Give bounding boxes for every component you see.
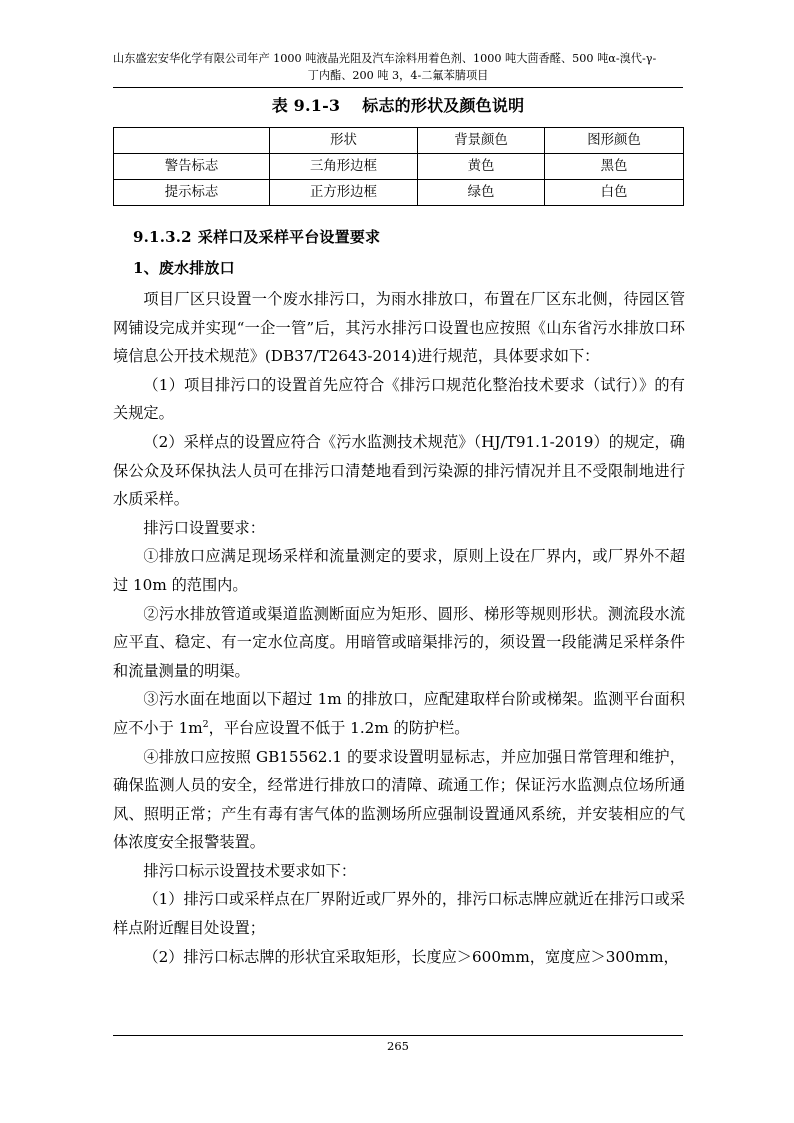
paragraph-7	[113, 685, 685, 742]
table-row	[114, 180, 684, 206]
table-cell-shape: 正方形边框	[270, 180, 418, 206]
header-line-1: 山东盛宏安华化学有限公司年产 1000 吨液晶光阻及汽车涂料用着色剂、1000 吨大茴香醛、500 吨α-溴代-γ-	[113, 52, 657, 65]
section-heading-title: 采样口及采样平台设置要求	[197, 228, 381, 246]
sign-specification-table	[113, 127, 684, 206]
table-caption	[113, 93, 683, 116]
table-caption-title: 标志的形状及颜色说明	[362, 96, 525, 115]
paragraph-5: ①排放口应满足现场采样和流量测定的要求，原则上设在厂界内，或厂界外不超过 10m 的范围内。	[113, 547, 685, 594]
paragraph-4: 排污口设置要求：	[143, 518, 265, 537]
paragraph-7-superscript: 2	[202, 718, 209, 730]
table-caption-number: 表 9.1-3	[271, 96, 341, 115]
paragraph-11: （2）排污口标志牌的形状宜采取矩形，长度应＞600mm，宽度应＞300mm，	[143, 947, 679, 966]
paragraph-7-part-2: ，平台应设置不低于 1.2m 的防护栏。	[208, 718, 470, 737]
table-cell-background-color: 绿色	[418, 180, 545, 206]
table-header-cell-shape: 形状	[270, 128, 418, 154]
table-cell-background-color: 黄色	[418, 154, 545, 180]
section-heading	[113, 222, 685, 252]
paragraph-10: （1）排污口或采样点在厂界附近或厂界外的，排污口标志牌应就近在排污口或采样点附近醒目处设置；	[113, 890, 685, 938]
paragraph-3: （2）采样点的设置应符合《污水监测技术规范》（HJ/T91.1-2019）的规定，确保公众及环保执法人员可在排污口清楚地看到污染源的排污情况并且不受限制地进行水质采样。	[113, 432, 685, 509]
table-cell-sign-type: 警告标志	[114, 154, 270, 180]
paragraph-6: ②污水排放管道或渠道监测断面应为矩形、圆形、梯形等规则形状。测流段水流应平直、稳定、有一定水位高度。用暗管或暗渠排污的，须设置一段能满足采样条件和流量测量的明渠。	[113, 604, 685, 680]
table-cell-shape: 三角形边框	[270, 154, 418, 180]
paragraph-2: （1）项目排污口的设置首先应符合《排污口规范化整治技术要求（试行）》的有关规定。	[113, 375, 685, 423]
running-header	[113, 50, 683, 84]
header-divider-rule	[113, 87, 683, 88]
paragraph-7-part-1: ③污水面在地面以下超过 1m 的排放口，应配建取样台阶或梯架。监测平台面积应不小于 1m	[113, 690, 685, 737]
subsection-heading: 1、废水排放口	[133, 259, 235, 277]
table-header-cell-graphic-color: 图形颜色	[545, 128, 684, 154]
footer-divider-rule	[113, 1035, 683, 1036]
table-row	[114, 154, 684, 180]
section-heading-number: 9.1.3.2	[133, 228, 192, 246]
document-body	[113, 222, 685, 971]
paragraph-8: ④排放口应按照 GB15562.1 的要求设置明显标志，并应加强日常管理和维护，确保监测人员的安全，经常进行排放口的清障、疏通工作；保证污水监测点位场所通风、照明正常；产生有毒有害气体的监测场所应强制设置通风系统，并安装相应的气体浓度安全报警装置。	[113, 747, 685, 852]
table-cell-sign-type: 提示标志	[114, 180, 270, 206]
header-line-2: 丁内酯、200 吨 3，4-二氟苯腈项目	[307, 69, 489, 82]
table-cell-graphic-color: 黑色	[545, 154, 684, 180]
table-header-cell-blank	[114, 128, 270, 154]
page-number: 265	[387, 1039, 409, 1053]
table-header-row	[114, 128, 684, 154]
table-cell-graphic-color: 白色	[545, 180, 684, 206]
paragraph-9: 排污口标示设置技术要求如下：	[143, 861, 357, 880]
table-header-cell-background-color: 背景颜色	[418, 128, 545, 154]
paragraph-1: 项目厂区只设置一个废水排污口，为雨水排放口，布置在厂区东北侧，待园区管网铺设完成并实现“一企一管”后，其污水排污口设置也应按照《山东省污水排放口环境信息公开技术规范》(DB37/T2643-2014)进行规范，具体要求如下：	[113, 290, 685, 366]
